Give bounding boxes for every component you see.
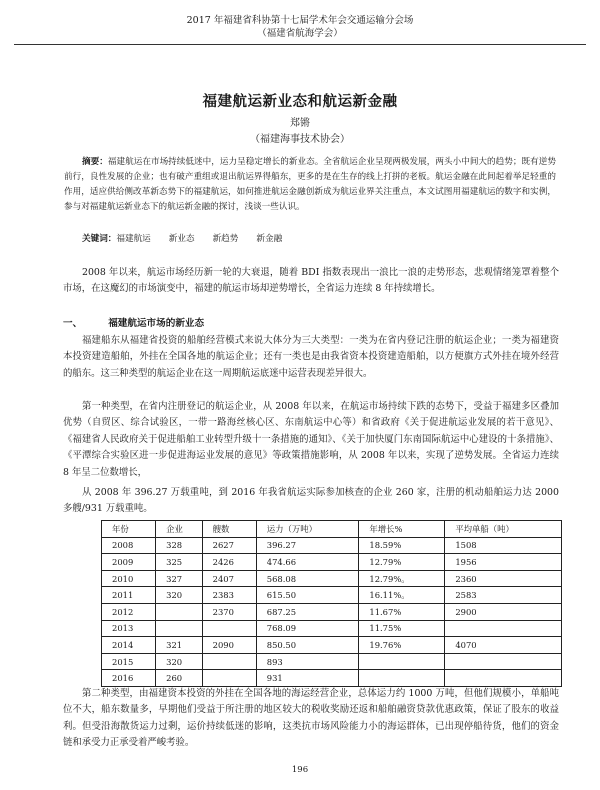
paragraph-type-two: 第二种类型，由福建资本投资的外挂在全国各地的海运经营企业，总体运力约 1000 万吨，但他们规模小，单船吨位不大，船东数量多，早期他们受益于所注册的地区较大的税收奖励还返和船舶融资贷款优惠政策，保证了股东的收益利。但受沿海散货运力过剩，运价持续低迷的影响，这类抗市场风险能力小的海运群体，已出现停船待货，他们的资金链和承受力正承受着严峻考验。 (63, 688, 559, 749)
table-cell: 2015 (102, 653, 156, 670)
table-row (102, 554, 562, 571)
table-row (102, 587, 562, 604)
table-cell (359, 653, 445, 670)
article-title: 福建航运新业态和航运新金融 (202, 93, 398, 110)
table-row (102, 603, 562, 620)
table-cell: 2014 (102, 637, 156, 654)
column-header: 年增长% (359, 521, 445, 538)
table-cell: 615.50 (256, 587, 359, 604)
table-cell (156, 620, 202, 637)
table-cell: 2008 (102, 537, 156, 554)
table-cell: 2900 (445, 603, 562, 620)
table-row (102, 620, 562, 637)
table-cell: 18.59% (359, 537, 445, 554)
paragraph-ship-owner-types: 福建船东从福建省投资的船舶经营模式来说大体分为三大类型：一类为在省内登记注册的航运企业；一类为福建资本投资建造船舶，外挂在全国各地的航运企业；还有一类也是由我省资本投资建造船舶，以方便旗方式外挂在境外经营的船东。这三种类型的航运企业在这一周期航运底迷中运营表现差异很大。 (63, 335, 559, 379)
keywords-label: 关键词： (82, 234, 117, 244)
table-cell: 1956 (445, 554, 562, 571)
table-cell: 16.11%。 (359, 587, 445, 604)
table-cell: 1508 (445, 537, 562, 554)
keyword-item: 福建航运 (116, 234, 151, 244)
paragraph-type-one: 第一种类型，在省内注册登记的航运企业，从 2008 年以来，在航运市场持续下跌的态势下，受益于福建多区叠加优势（自贸区、综合试验区，一带一路海丝核心区、东南航运中心等）和省政府《关于促进航运业发展的若干意见》、《福建省人民政府关于促进船舶工业转型升级十一条措施的通知》、《关于加快厦门东南国际航运中心建设的十条措施》、《平潭综合实验区进一步促进海运业发展的意见》等政策措施影响，从 2008 年以来，实现了逆势发展。全省运力连续 8 年呈二位数增长， (63, 401, 559, 478)
table-cell (445, 653, 562, 670)
table-cell: 19.76% (359, 637, 445, 654)
table-cell: 2012 (102, 603, 156, 620)
column-header: 企业 (156, 521, 202, 538)
table-row (102, 570, 562, 587)
table-cell: 2583 (445, 587, 562, 604)
table-cell: 325 (156, 554, 202, 571)
table-cell: 328 (156, 537, 202, 554)
table-cell (445, 670, 562, 687)
table-cell: 2016 (102, 670, 156, 687)
header-divider (14, 44, 586, 45)
table-cell: 4070 (445, 637, 562, 654)
column-header: 年份 (102, 521, 156, 538)
column-header: 平均单船（吨） (445, 521, 562, 538)
table-cell: 320 (156, 587, 202, 604)
table-cell (445, 620, 562, 637)
keyword-item: 新业态 (168, 234, 195, 244)
table-cell: 2013 (102, 620, 156, 637)
table-row (102, 653, 562, 670)
table-header-row (102, 521, 562, 538)
table-cell: 568.08 (256, 570, 359, 587)
table-row (102, 637, 562, 654)
abstract-text: 福建航运在市场持续低迷中，运力呈稳定增长的新业态。全省航运企业呈现两极发展，两头小中间大的趋势；既有逆势前行，良性发展的企业；也有破产重组或退出航运界得船东，更多的是在生存的线上打拼的老板。航运金融在此间起着举足轻重的作用，适应供给侧改革新态势下的福建航运，如何推进航运金融创新成为航运业界关注重点，本文试图用福建航运的数字和实例，参与对福建航运新业态下的航运新金融的探讨，浅谈一些认识。 (64, 157, 556, 212)
section-number: 一、 (63, 318, 83, 329)
keyword-item: 新金融 (256, 234, 283, 244)
table-cell: 12.79%。 (359, 570, 445, 587)
page-number: 196 (291, 765, 309, 775)
column-header: 运力（万吨） (256, 521, 359, 538)
table-cell: 2383 (202, 587, 256, 604)
abstract (64, 155, 556, 215)
author-affiliation: （福建海事技术协会） (250, 134, 350, 145)
table-row (102, 537, 562, 554)
section-heading (63, 316, 559, 332)
table-cell: 12.79% (359, 554, 445, 571)
table-cell: 320 (156, 653, 202, 670)
table-cell: 931 (256, 670, 359, 687)
table-cell: 327 (156, 570, 202, 587)
table-cell (156, 603, 202, 620)
table-cell: 396.27 (256, 537, 359, 554)
table-cell (202, 670, 256, 687)
table-cell: 687.25 (256, 603, 359, 620)
keyword-item: 新趋势 (212, 234, 239, 244)
table-cell: 2627 (202, 537, 256, 554)
table-cell: 260 (156, 670, 202, 687)
table-cell: 2090 (202, 637, 256, 654)
abstract-label: 摘要： (82, 157, 108, 167)
section-title: 福建航运市场的新业态 (108, 318, 205, 329)
table-cell: 2407 (202, 570, 256, 587)
table-cell (202, 653, 256, 670)
table-cell: 768.09 (256, 620, 359, 637)
table-cell: 2010 (102, 570, 156, 587)
table-cell: 11.67% (359, 603, 445, 620)
table-cell: 2360 (445, 570, 562, 587)
table-cell: 474.66 (256, 554, 359, 571)
table-cell: 11.75% (359, 620, 445, 637)
table-cell (359, 670, 445, 687)
paragraph-capacity: 从 2008 年 396.27 万载重吨，到 2016 年我省航运实际参加核查的企业 260 家，注册的机动船舶运力达 2000 多艘/931 万载重吨。 (63, 487, 559, 515)
running-header-society: （福建省航海学会） (257, 28, 343, 39)
table-row (102, 670, 562, 687)
column-header: 艘数 (202, 521, 256, 538)
author-name: 郑锵 (290, 118, 310, 129)
keywords (64, 232, 556, 247)
table-cell: 2011 (102, 587, 156, 604)
capacity-table (101, 520, 562, 687)
running-header-conference: 2017 年福建省科协第十七届学术年会交通运输分会场 (186, 15, 414, 26)
table-cell: 2426 (202, 554, 256, 571)
table-cell: 850.50 (256, 637, 359, 654)
table-cell (202, 620, 256, 637)
table-cell: 2370 (202, 603, 256, 620)
intro-paragraph: 2008 年以来，航运市场经历新一轮的大衰退，随着 BDI 指数表现出一浪比一浪的走势形态，悲观情绪笼罩着整个市场，在这魔幻的市场演变中，福建的航运市场却逆势增长，全省运力连续 8 年持续增长。 (63, 267, 559, 295)
table-cell: 321 (156, 637, 202, 654)
table-cell: 893 (256, 653, 359, 670)
table-cell: 2009 (102, 554, 156, 571)
